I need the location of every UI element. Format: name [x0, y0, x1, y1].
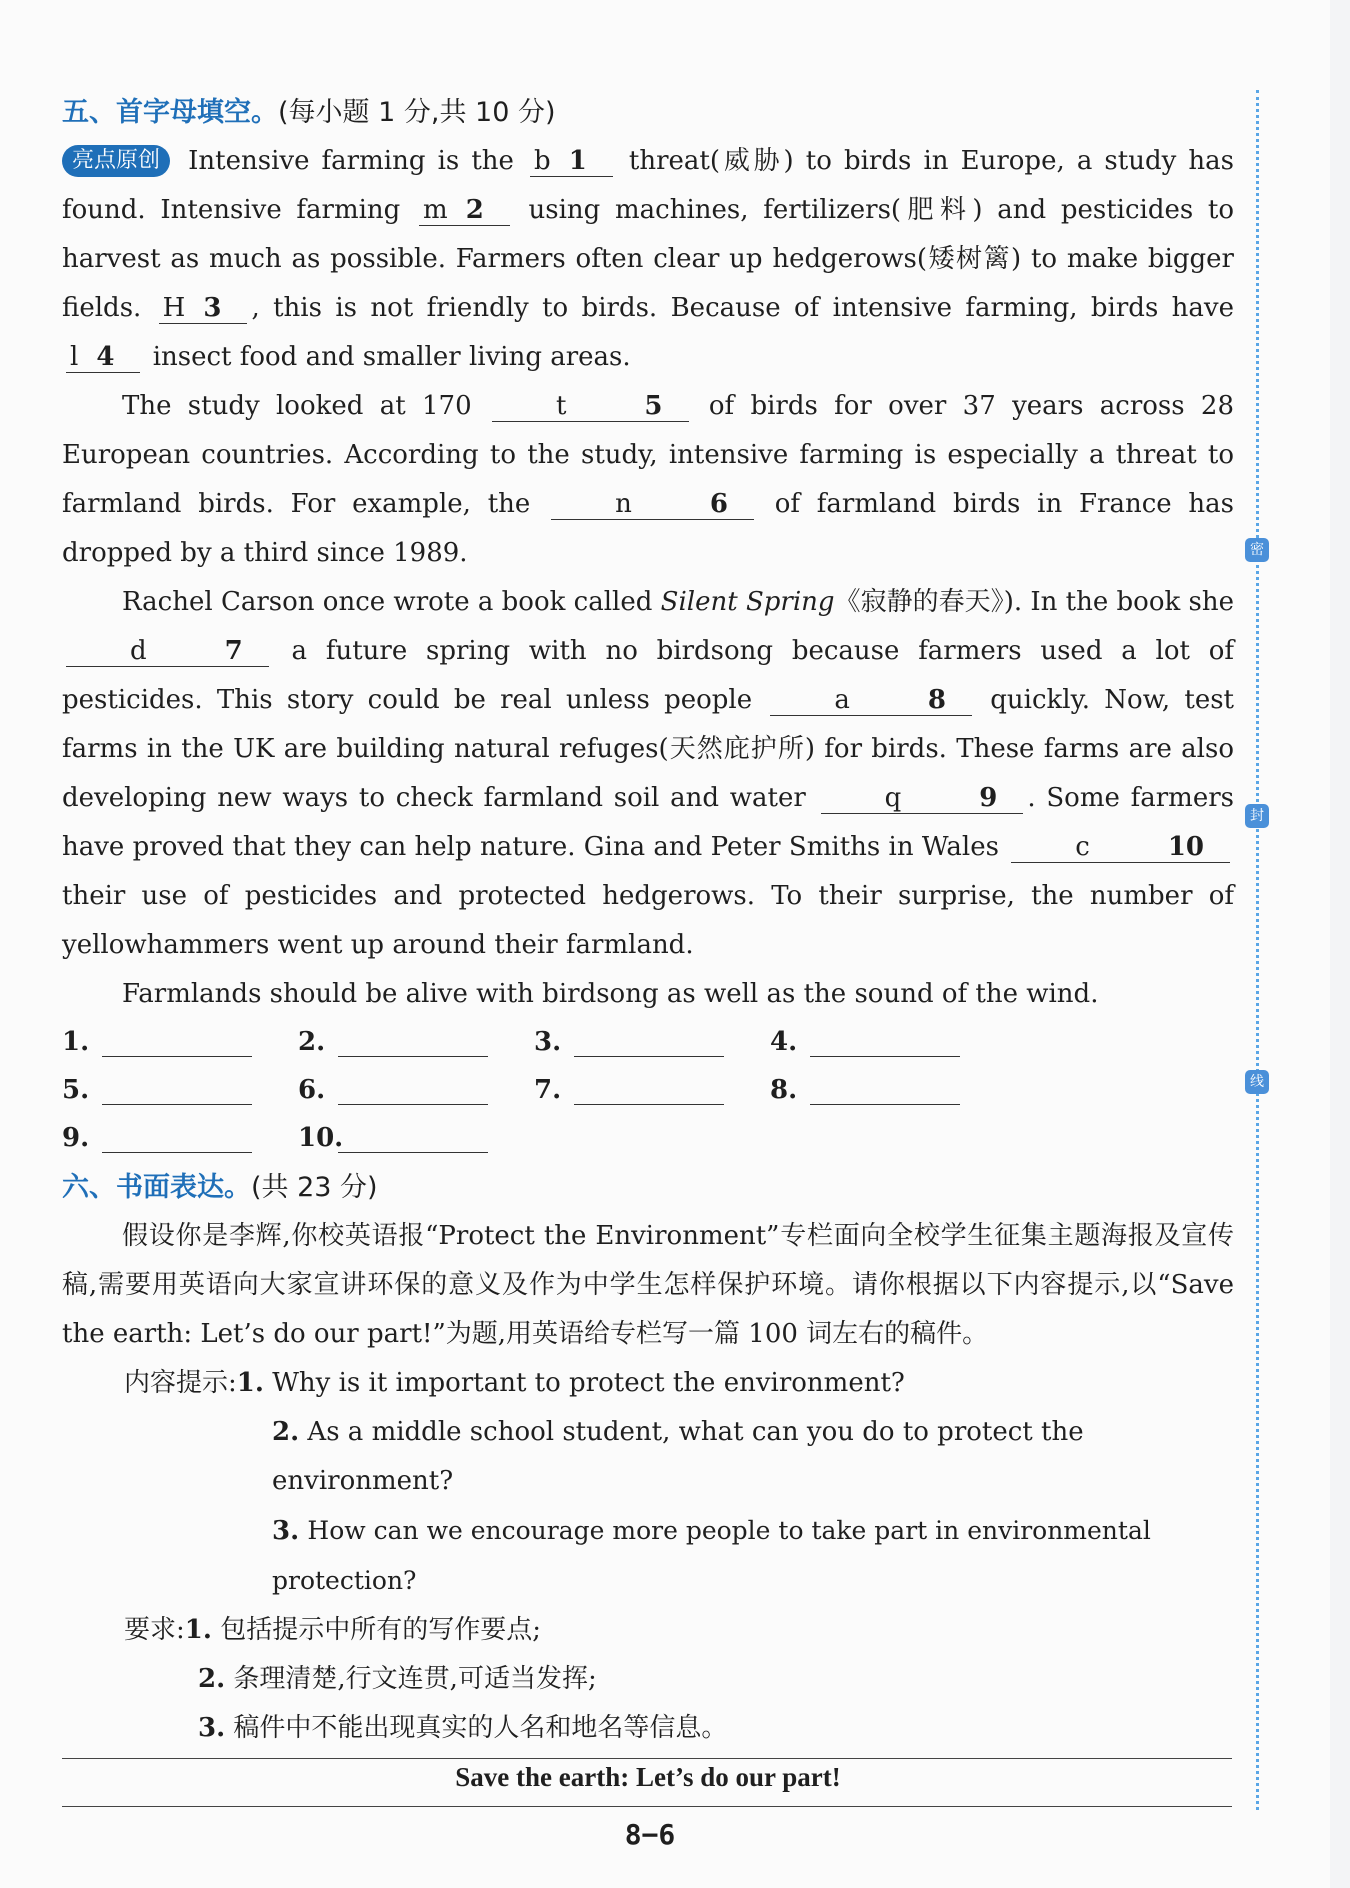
passage-text: insect food and smaller living areas. — [152, 342, 631, 372]
writing-line-1[interactable] — [62, 1758, 1232, 1759]
section6-heading — [62, 1163, 1234, 1212]
answer-label: 3. — [534, 1027, 562, 1057]
blank-number: 4 — [96, 342, 115, 372]
requirement-number: 1. — [184, 1615, 212, 1645]
blank-letter: b — [534, 146, 551, 176]
blank-number: 6 — [709, 489, 728, 519]
hint-row-1 — [62, 1359, 1234, 1408]
hint-number: 3. — [272, 1516, 300, 1546]
passage-paragraph-4: Farmlands should be alive with birdsong as well as the sound of the wind. — [122, 979, 1099, 1009]
original-badge: 亮点原创 — [62, 145, 170, 177]
content-area — [62, 88, 1234, 1802]
hint-row-2 — [62, 1408, 1234, 1506]
blank-10 — [1011, 832, 1230, 863]
answer-label: 5. — [62, 1075, 90, 1105]
answer-line[interactable] — [810, 1026, 960, 1057]
answer-line[interactable] — [338, 1122, 488, 1153]
blank-7 — [66, 636, 269, 667]
answer-label: 9. — [62, 1123, 90, 1153]
answer-slot-4 — [770, 1019, 1006, 1067]
hint-text: How can we encourage more people to take part in environmental protection? — [272, 1516, 1151, 1595]
section5-title: 五、首字母填空。 — [62, 97, 278, 128]
hint-text: Why is it important to protect the environment? — [272, 1368, 905, 1398]
passage-text: , this is not friendly to birds. Because of intensive farming, birds have — [251, 293, 1234, 323]
answer-slot-3 — [534, 1019, 770, 1067]
blank-letter: t — [555, 391, 567, 421]
answer-label: 2. — [298, 1027, 326, 1057]
answer-label: 8. — [770, 1075, 798, 1105]
blank-number: 8 — [927, 685, 946, 715]
answer-slot-1 — [62, 1019, 298, 1067]
blank-9 — [821, 783, 1024, 814]
binding-margin-dotted-line — [1256, 90, 1259, 1810]
answer-slot-2 — [298, 1019, 534, 1067]
requirement-text: 条理清楚,行文连贯,可适当发挥; — [233, 1664, 597, 1694]
side-tab-1: 密 — [1245, 538, 1269, 562]
requirement-row-3 — [62, 1704, 1234, 1753]
answer-line[interactable] — [102, 1074, 252, 1105]
section6-score-note: (共 23 分) — [251, 1172, 378, 1203]
answer-line[interactable] — [574, 1026, 724, 1057]
blank-letter: q — [884, 783, 902, 813]
blank-number: 5 — [644, 391, 663, 421]
passage-text: of farmland birds in France has dropped by a third since 1989. — [62, 489, 1235, 568]
passage-text: their use of pesticides and protected hedgerows. To their surprise, the number of yellowhammers went up around their farmland. — [62, 881, 1234, 960]
passage-paragraph-2 — [62, 382, 1234, 578]
blank-4 — [66, 342, 140, 373]
writing-prompt: 假设你是李辉,你校英语报“Protect the Environment”专栏面向全校学生征集主题海报及宣传稿,需要用英语向大家宣讲环保的意义及作为中学生怎样保护环境。请你根据以下内容提示,以“Save the earth: Let’s do our part!”为题,用英语给专栏写一篇 100 词左右的稿件。 — [62, 1221, 1234, 1349]
answer-slot-9 — [62, 1115, 298, 1163]
passage-paragraph-1 — [62, 137, 1234, 382]
passage-text: a future spring with no birdsong because farmers used a lot of pesticides. This story could be real unless people — [62, 636, 1235, 715]
passage-text: Intensive farming is the — [188, 146, 514, 176]
answer-slot-6 — [298, 1067, 534, 1115]
answer-slot-7 — [534, 1067, 770, 1115]
section5-heading — [62, 88, 1234, 137]
section5-score-note: (每小题 1 分,共 10 分) — [278, 97, 556, 128]
blank-letter: l — [70, 342, 79, 372]
answer-label: 1. — [62, 1027, 90, 1057]
blank-number: 10 — [1167, 832, 1205, 862]
requirement-label: 要求: — [124, 1615, 185, 1645]
answer-line[interactable] — [102, 1026, 252, 1057]
hint-row-3 — [62, 1506, 1234, 1606]
requirement-text: 稿件中不能出现真实的人名和地名等信息。 — [233, 1713, 728, 1743]
passage-paragraph-3 — [62, 578, 1234, 970]
blank-letter: m — [423, 195, 448, 225]
answer-slot-5 — [62, 1067, 298, 1115]
blank-6 — [551, 489, 754, 520]
passage-text: . Some farmers have proved that they can help nature. Gina and Peter Smiths in Wales — [62, 783, 1234, 862]
requirement-text: 包括提示中所有的写作要点; — [220, 1615, 541, 1645]
answer-label: 7. — [534, 1075, 562, 1105]
answer-line[interactable] — [574, 1074, 724, 1105]
hint-text: As a middle school student, what can you do to protect the environment? — [272, 1417, 1084, 1496]
blank-2 — [419, 195, 510, 226]
answer-slot-10 — [298, 1115, 534, 1163]
hint-number: 2. — [272, 1417, 300, 1447]
book-title: Silent Spring — [660, 587, 835, 617]
writing-line-2[interactable] — [62, 1806, 1232, 1807]
answer-label: 4. — [770, 1027, 798, 1057]
passage-text: threat(威胁) to birds in Europe, a study has found. Intensive farming — [62, 146, 1234, 225]
passage-text: 《寂静的春天》). In the book she — [834, 587, 1234, 617]
requirement-row-1 — [62, 1606, 1234, 1655]
blank-8 — [770, 685, 972, 716]
answer-lines — [62, 1019, 1234, 1163]
hint-label: 内容提示: — [124, 1368, 237, 1398]
answer-label: 6. — [298, 1075, 326, 1105]
answer-slot-8 — [770, 1067, 1006, 1115]
hint-number: 1. — [236, 1368, 264, 1398]
essay-title: Save the earth: Let’s do our part! — [455, 1762, 841, 1792]
blank-number: 1 — [568, 146, 587, 176]
side-tab-3: 线 — [1245, 1070, 1269, 1094]
blank-number: 2 — [465, 195, 484, 225]
answer-line[interactable] — [102, 1122, 252, 1153]
blank-letter: H — [162, 293, 186, 323]
passage-text: quickly. Now, test farms in the UK are building natural refuges(天然庇护所) for birds. These farms are also developing new ways to check farmland soil and water — [62, 685, 1235, 813]
blank-number: 7 — [224, 636, 243, 666]
passage-text: of birds for over 37 years across 28 European countries. According to the study, intensive farming is especially a threat to farmland birds. For example, the — [62, 391, 1234, 519]
section6-title: 六、书面表达。 — [62, 1172, 251, 1203]
requirement-number: 2. — [198, 1664, 226, 1694]
blank-letter: d — [130, 636, 147, 666]
passage-text: using machines, fertilizers(肥料) and pesticides to harvest as much as possible. Farmers often clear up hedgerows(矮树篱) to make bigger fields. — [62, 195, 1235, 323]
answer-line[interactable] — [338, 1026, 488, 1057]
answer-label: 10. — [298, 1123, 344, 1153]
blank-3 — [159, 293, 248, 324]
blank-5 — [492, 391, 689, 422]
answer-line[interactable] — [338, 1074, 488, 1105]
requirement-number: 3. — [198, 1713, 226, 1743]
passage-text: The study looked at 170 — [122, 391, 472, 421]
blank-number: 9 — [979, 783, 998, 813]
blank-letter: n — [615, 489, 632, 519]
passage-text: Rachel Carson once wrote a book called — [122, 587, 653, 617]
blank-number: 3 — [203, 293, 222, 323]
blank-letter: c — [1075, 832, 1090, 862]
side-tab-2: 封 — [1245, 804, 1269, 828]
blank-letter: a — [834, 685, 850, 715]
answer-line[interactable] — [810, 1074, 960, 1105]
page-number: 8−6 — [624, 1818, 676, 1851]
blank-1 — [530, 146, 613, 177]
requirement-row-2 — [62, 1655, 1234, 1704]
